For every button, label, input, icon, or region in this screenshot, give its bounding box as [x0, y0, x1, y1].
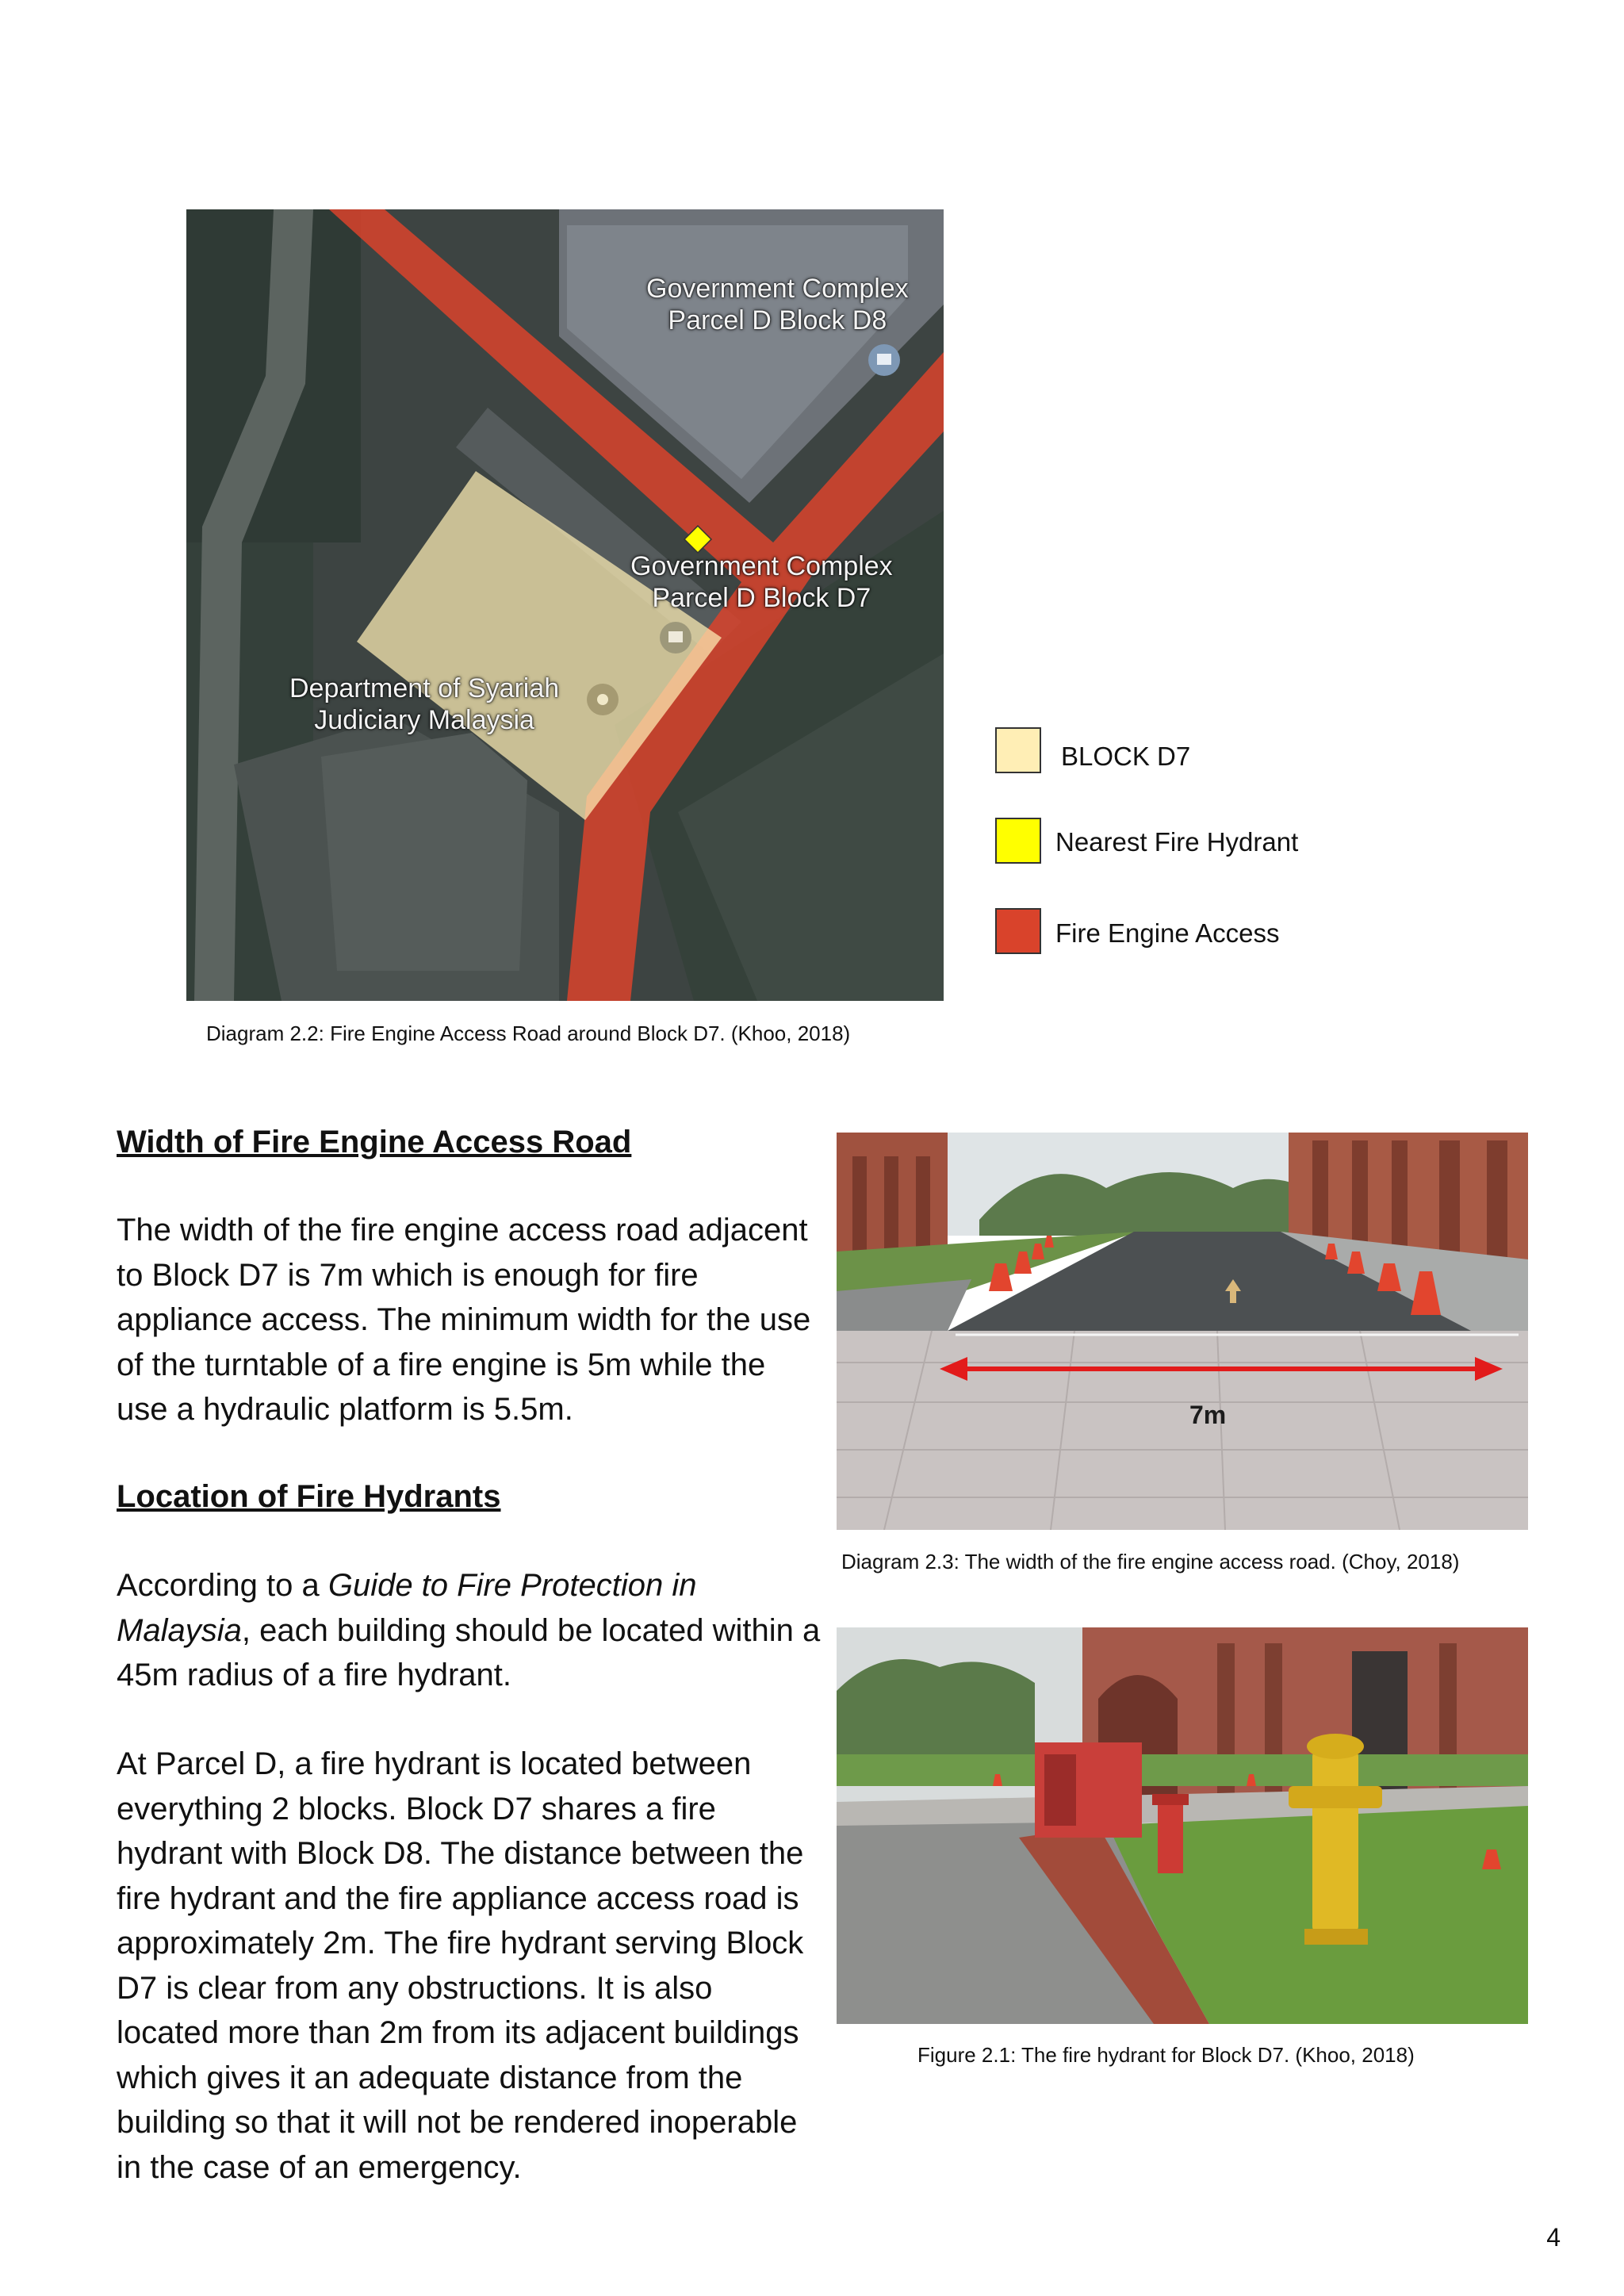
- label-syariah: [289, 673, 559, 736]
- legend-label-fire-access: Fire Engine Access: [1055, 918, 1280, 948]
- road-photo-caption: Diagram 2.3: The width of the fire engine access road. (Choy, 2018): [841, 1550, 1460, 1573]
- label-d8-line2: Parcel D Block D8: [668, 305, 887, 335]
- legend-swatch-fire-access: [995, 908, 1041, 954]
- page-number: 4: [1546, 2223, 1561, 2252]
- hydrant-photo-caption: Figure 2.1: The fire hydrant for Block D7. (Khoo, 2018): [917, 2043, 1415, 2067]
- guide-title: Guide to Fire Protection in Malaysia: [117, 1568, 697, 1648]
- hydrant-photo-graphic: [837, 1627, 1528, 2024]
- hydrant-photo: [837, 1627, 1528, 2024]
- label-syariah-line2: Judiciary Malaysia: [314, 705, 534, 735]
- map-pin-icon: [868, 344, 900, 376]
- legend-swatch-block-d7: [995, 727, 1041, 773]
- guide-text-pre: According to a: [117, 1568, 328, 1603]
- map-pin-icon: [660, 622, 691, 654]
- heading-access-road-width: Width of Fire Engine Access Road: [117, 1125, 632, 1159]
- road-photo-graphic: [837, 1133, 1528, 1530]
- paragraph-hydrant-guide: [117, 1563, 830, 1698]
- label-d8-line1: Government Complex: [646, 274, 909, 304]
- map-pin-icon: [587, 684, 619, 715]
- heading-hydrant-location: Location of Fire Hydrants: [117, 1479, 501, 1514]
- label-d7-line1: Government Complex: [630, 551, 893, 581]
- map-caption: Diagram 2.2: Fire Engine Access Road around Block D7. (Khoo, 2018): [206, 1022, 851, 1045]
- paragraph-access-road-width: [117, 1208, 814, 1432]
- fire-access-map: [186, 209, 944, 1001]
- guide-text-post: , each building should be located within a 45m radius of a fire hydrant.: [117, 1612, 821, 1692]
- legend-label-hydrant: Nearest Fire Hydrant: [1055, 827, 1299, 857]
- label-block-d8: [646, 273, 909, 336]
- legend-label-block-d7: BLOCK D7: [1061, 742, 1191, 771]
- label-d7-line2: Parcel D Block D7: [652, 583, 871, 613]
- legend-swatch-hydrant: [995, 818, 1041, 864]
- paragraph-width-text: The width of the fire engine access road adjacent to Block D7 is 7m which is enough for fire appliance access. The minimum width for the use of the turntable of a fire engine is 5m while the use a hydraulic platform is 5.5m.: [117, 1213, 811, 1427]
- road-width-photo: [837, 1133, 1528, 1530]
- road-width-label: 7m: [1189, 1401, 1227, 1429]
- hydrant-details-text: At Parcel D, a fire hydrant is located between everything 2 blocks. Block D7 shares a fire hydrant with Block D8. The distance between the fire hydrant and the fire appliance access road is approximately 2m. The fire hydrant serving Block D7 is clear from any obstructions. It is also located more than 2m from its adjacent buildings which gives it an adequate distance from the building so that it will not be rendered inoperable in the case of an emergency.: [117, 1746, 804, 2185]
- label-block-d7: [630, 550, 893, 614]
- label-syariah-line1: Department of Syariah: [289, 673, 560, 703]
- paragraph-hydrant-details: [117, 1742, 814, 2190]
